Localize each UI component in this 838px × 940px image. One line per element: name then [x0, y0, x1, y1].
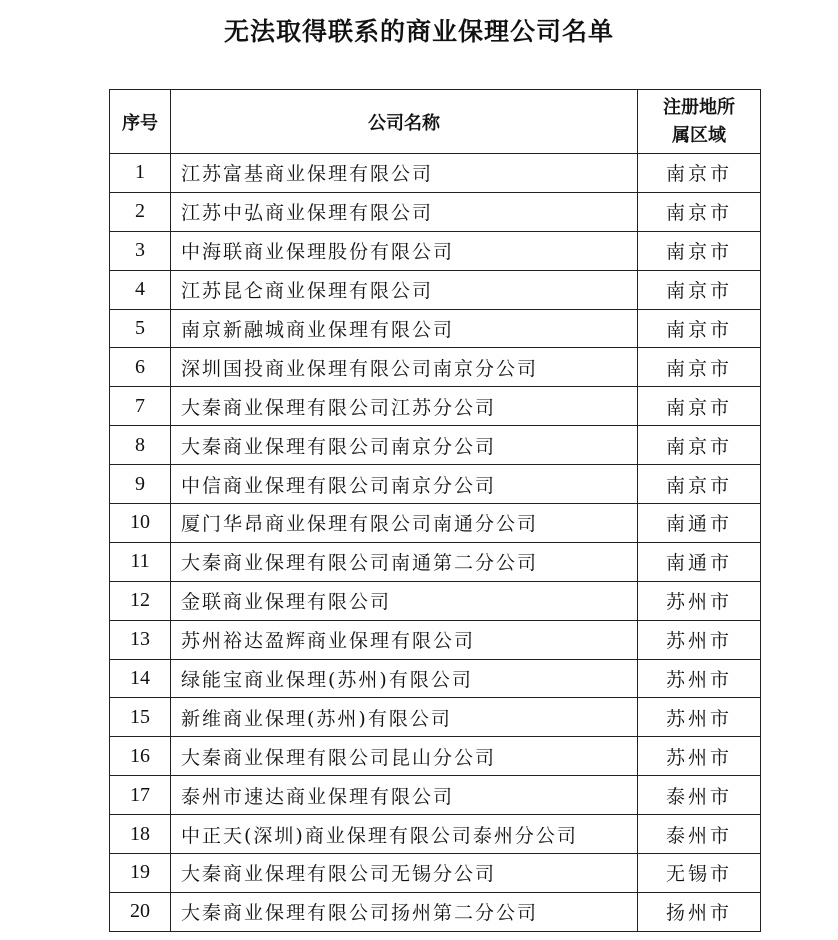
table-row	[110, 192, 761, 231]
row-company-name: 江苏中弘商业保理有限公司	[171, 192, 638, 231]
row-serial-number: 4	[110, 270, 171, 309]
row-region: 南京市	[638, 192, 761, 231]
row-region: 南京市	[638, 465, 761, 504]
table-row	[110, 815, 761, 854]
row-region: 南通市	[638, 504, 761, 543]
row-serial-number: 12	[110, 581, 171, 620]
row-serial-number: 2	[110, 192, 171, 231]
row-company-name: 新维商业保理(苏州)有限公司	[171, 698, 638, 737]
document-title: 无法取得联系的商业保理公司名单	[223, 17, 614, 46]
header-region-line2: 属区域	[672, 124, 726, 146]
table-row	[110, 465, 761, 504]
row-serial-number: 13	[110, 620, 171, 659]
row-region: 扬州市	[638, 892, 761, 931]
row-region: 苏州市	[638, 698, 761, 737]
row-company-name: 南京新融城商业保理有限公司	[171, 309, 638, 348]
table-row	[110, 426, 761, 465]
row-serial-number: 15	[110, 698, 171, 737]
table-row	[110, 309, 761, 348]
table-row	[110, 620, 761, 659]
row-serial-number: 8	[110, 426, 171, 465]
table-row	[110, 698, 761, 737]
table-row	[110, 542, 761, 581]
row-serial-number: 11	[110, 542, 171, 581]
row-company-name: 苏州裕达盈辉商业保理有限公司	[171, 620, 638, 659]
company-list-table	[109, 89, 761, 932]
row-serial-number: 6	[110, 348, 171, 387]
row-serial-number: 14	[110, 659, 171, 698]
row-serial-number: 1	[110, 154, 171, 193]
row-serial-number: 9	[110, 465, 171, 504]
table-row	[110, 154, 761, 193]
table-row	[110, 231, 761, 270]
table-row	[110, 270, 761, 309]
row-region: 苏州市	[638, 659, 761, 698]
table-row	[110, 387, 761, 426]
table-row	[110, 776, 761, 815]
row-serial-number: 17	[110, 776, 171, 815]
row-company-name: 大秦商业保理有限公司南京分公司	[171, 426, 638, 465]
row-region: 苏州市	[638, 581, 761, 620]
row-region: 南京市	[638, 426, 761, 465]
row-region: 南京市	[638, 231, 761, 270]
row-serial-number: 20	[110, 892, 171, 931]
row-serial-number: 3	[110, 231, 171, 270]
table-row	[110, 504, 761, 543]
row-company-name: 金联商业保理有限公司	[171, 581, 638, 620]
row-serial-number: 5	[110, 309, 171, 348]
row-company-name: 大秦商业保理有限公司南通第二分公司	[171, 542, 638, 581]
table-row	[110, 892, 761, 931]
row-company-name: 江苏富基商业保理有限公司	[171, 154, 638, 193]
table-row	[110, 854, 761, 893]
row-company-name: 厦门华昂商业保理有限公司南通分公司	[171, 504, 638, 543]
header-company-name: 公司名称	[171, 90, 638, 154]
table-header-row	[110, 90, 761, 154]
row-region: 南京市	[638, 154, 761, 193]
row-company-name: 大秦商业保理有限公司无锡分公司	[171, 854, 638, 893]
row-company-name: 深圳国投商业保理有限公司南京分公司	[171, 348, 638, 387]
row-company-name: 中海联商业保理股份有限公司	[171, 231, 638, 270]
row-serial-number: 18	[110, 815, 171, 854]
row-region: 南京市	[638, 270, 761, 309]
table-row	[110, 581, 761, 620]
row-region: 南京市	[638, 348, 761, 387]
row-company-name: 江苏昆仑商业保理有限公司	[171, 270, 638, 309]
row-company-name: 大秦商业保理有限公司昆山分公司	[171, 737, 638, 776]
header-serial-number: 序号	[110, 90, 171, 154]
header-region-line1: 注册地所	[663, 96, 735, 118]
row-region: 无锡市	[638, 854, 761, 893]
table-row	[110, 348, 761, 387]
row-region: 苏州市	[638, 737, 761, 776]
row-serial-number: 10	[110, 504, 171, 543]
row-region: 南通市	[638, 542, 761, 581]
row-region: 泰州市	[638, 776, 761, 815]
row-region: 苏州市	[638, 620, 761, 659]
row-region: 南京市	[638, 309, 761, 348]
table-row	[110, 737, 761, 776]
row-company-name: 泰州市速达商业保理有限公司	[171, 776, 638, 815]
table-body	[110, 154, 761, 932]
row-company-name: 大秦商业保理有限公司扬州第二分公司	[171, 892, 638, 931]
row-company-name: 中信商业保理有限公司南京分公司	[171, 465, 638, 504]
row-serial-number: 19	[110, 854, 171, 893]
table-row	[110, 659, 761, 698]
row-region: 泰州市	[638, 815, 761, 854]
header-region	[638, 90, 761, 154]
row-serial-number: 7	[110, 387, 171, 426]
row-company-name: 绿能宝商业保理(苏州)有限公司	[171, 659, 638, 698]
row-serial-number: 16	[110, 737, 171, 776]
row-company-name: 大秦商业保理有限公司江苏分公司	[171, 387, 638, 426]
row-company-name: 中正天(深圳)商业保理有限公司泰州分公司	[171, 815, 638, 854]
row-region: 南京市	[638, 387, 761, 426]
